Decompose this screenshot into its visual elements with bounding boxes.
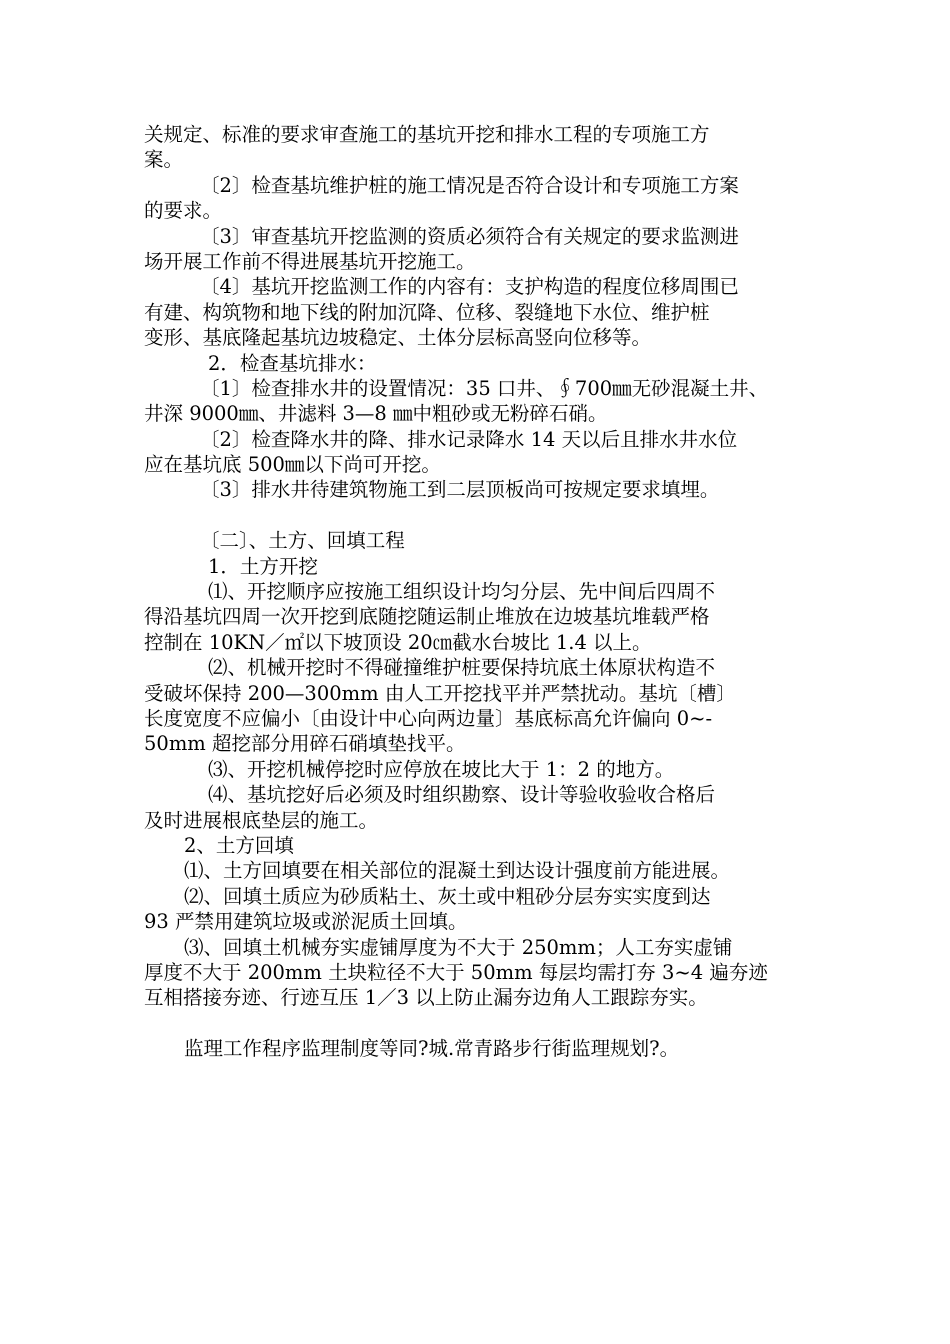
text-line: ⑴、开挖顺序应按施工组织设计均匀分层、先中间后四周不 xyxy=(208,580,716,604)
text-line: 厚度不大于 200mm 土块粒径不大于 50mm 每层均需打夯 3~4 遍夯迹 xyxy=(144,960,768,984)
text-line: 变形、基底隆起基坑边坡稳定、土体分层标高竖向位移等。 xyxy=(144,326,652,350)
subsection-heading: 2、土方回填 xyxy=(184,833,294,857)
text-line: ⑵、回填土质应为砂质粘土、灰土或中粗砂分层夯实实度到达 xyxy=(184,884,711,908)
text-line: ⑶、开挖机械停挖时应停放在坡比大于 1：2 的地方。 xyxy=(208,757,675,781)
text-line: 得沿基坑四周一次开挖到底随挖随运制止堆放在边坡基坑堆载严格 xyxy=(144,605,710,629)
text-line: 〔1〕检查排水井的设置情况：35 口井、∮700㎜无砂混凝土井、 xyxy=(200,376,769,400)
text-line: 93 严禁用建筑垃圾或淤泥质土回填。 xyxy=(144,910,468,934)
text-line: 〔2〕检查基坑维护桩的施工情况是否符合设计和专项施工方案 xyxy=(200,173,739,197)
text-line: 的要求。 xyxy=(144,199,223,223)
text-line: 50mm 超挖部分用碎石硝填垫找平。 xyxy=(144,732,466,756)
text-line: 〔4〕基坑开挖监测工作的内容有：支护构造的程度位移周围已 xyxy=(200,275,739,299)
subsection-heading: 1．土方开挖 xyxy=(208,554,318,578)
text-line: 〔2〕检查降水井的降、排水记录降水 14 天以后且排水井水位 xyxy=(200,427,738,451)
text-line: 及时进展根底垫层的施工。 xyxy=(144,808,379,832)
text-line: 2．检查基坑排水： xyxy=(208,351,377,375)
text-line: 长度宽度不应偏小〔由设计中心向两边量〕基底标高允许偏向 0~- xyxy=(144,706,713,730)
text-line: 受破坏保持 200—300mm 由人工开挖找平并严禁扰动。基坑〔槽〕 xyxy=(144,681,736,705)
text-line: 应在基坑底 500㎜以下尚可开挖。 xyxy=(144,453,441,477)
blank-line xyxy=(144,1011,816,1036)
text-line: 场开展工作前不得进展基坑开挖施工。 xyxy=(144,249,476,273)
text-line: 井深 9000㎜、井滤料 3—8 ㎜中粗砂或无粉碎石硝。 xyxy=(144,402,608,426)
closing-line: 监理工作程序监理制度等同?城.常青路步行街监理规划?。 xyxy=(184,1037,680,1061)
text-line: 有建、构筑物和地下线的附加沉降、位移、裂缝地下水位、维护桩 xyxy=(144,300,710,324)
text-line: 〔3〕审查基坑开挖监测的资质必须符合有关规定的要求监测进 xyxy=(200,224,739,248)
text-line: ⑷、基坑挖好后必须及时组织勘察、设计等验收验收合格后 xyxy=(208,783,716,807)
text-line: ⑶、回填土机械夯实虚铺厚度为不大于 250mm；人工夯实虚铺 xyxy=(184,935,733,959)
text-line: ⑵、机械开挖时不得碰撞维护桩要保持坑底土体原状构造不 xyxy=(208,656,716,680)
text-line: 〔3〕排水井待建筑物施工到二层顶板尚可按规定要求填埋。 xyxy=(200,478,720,502)
document-body xyxy=(144,122,816,1061)
blank-line xyxy=(144,503,816,528)
text-line: 案。 xyxy=(144,148,184,172)
text-line: 互相搭接夯迹、行迹互压 1／3 以上防止漏夯边角人工跟踪夯实。 xyxy=(144,986,708,1010)
text-line: 关规定、标准的要求审查施工的基坑开挖和排水工程的专项施工方 xyxy=(144,123,710,146)
text-line: 控制在 10KN／㎡以下坡顶设 20㎝截水台坡比 1.4 以上。 xyxy=(144,630,652,654)
text-line: ⑴、土方回填要在相关部位的混凝土到达设计强度前方能进展。 xyxy=(184,859,731,883)
section-heading: 〔二〕、土方、回填工程 xyxy=(200,529,405,553)
